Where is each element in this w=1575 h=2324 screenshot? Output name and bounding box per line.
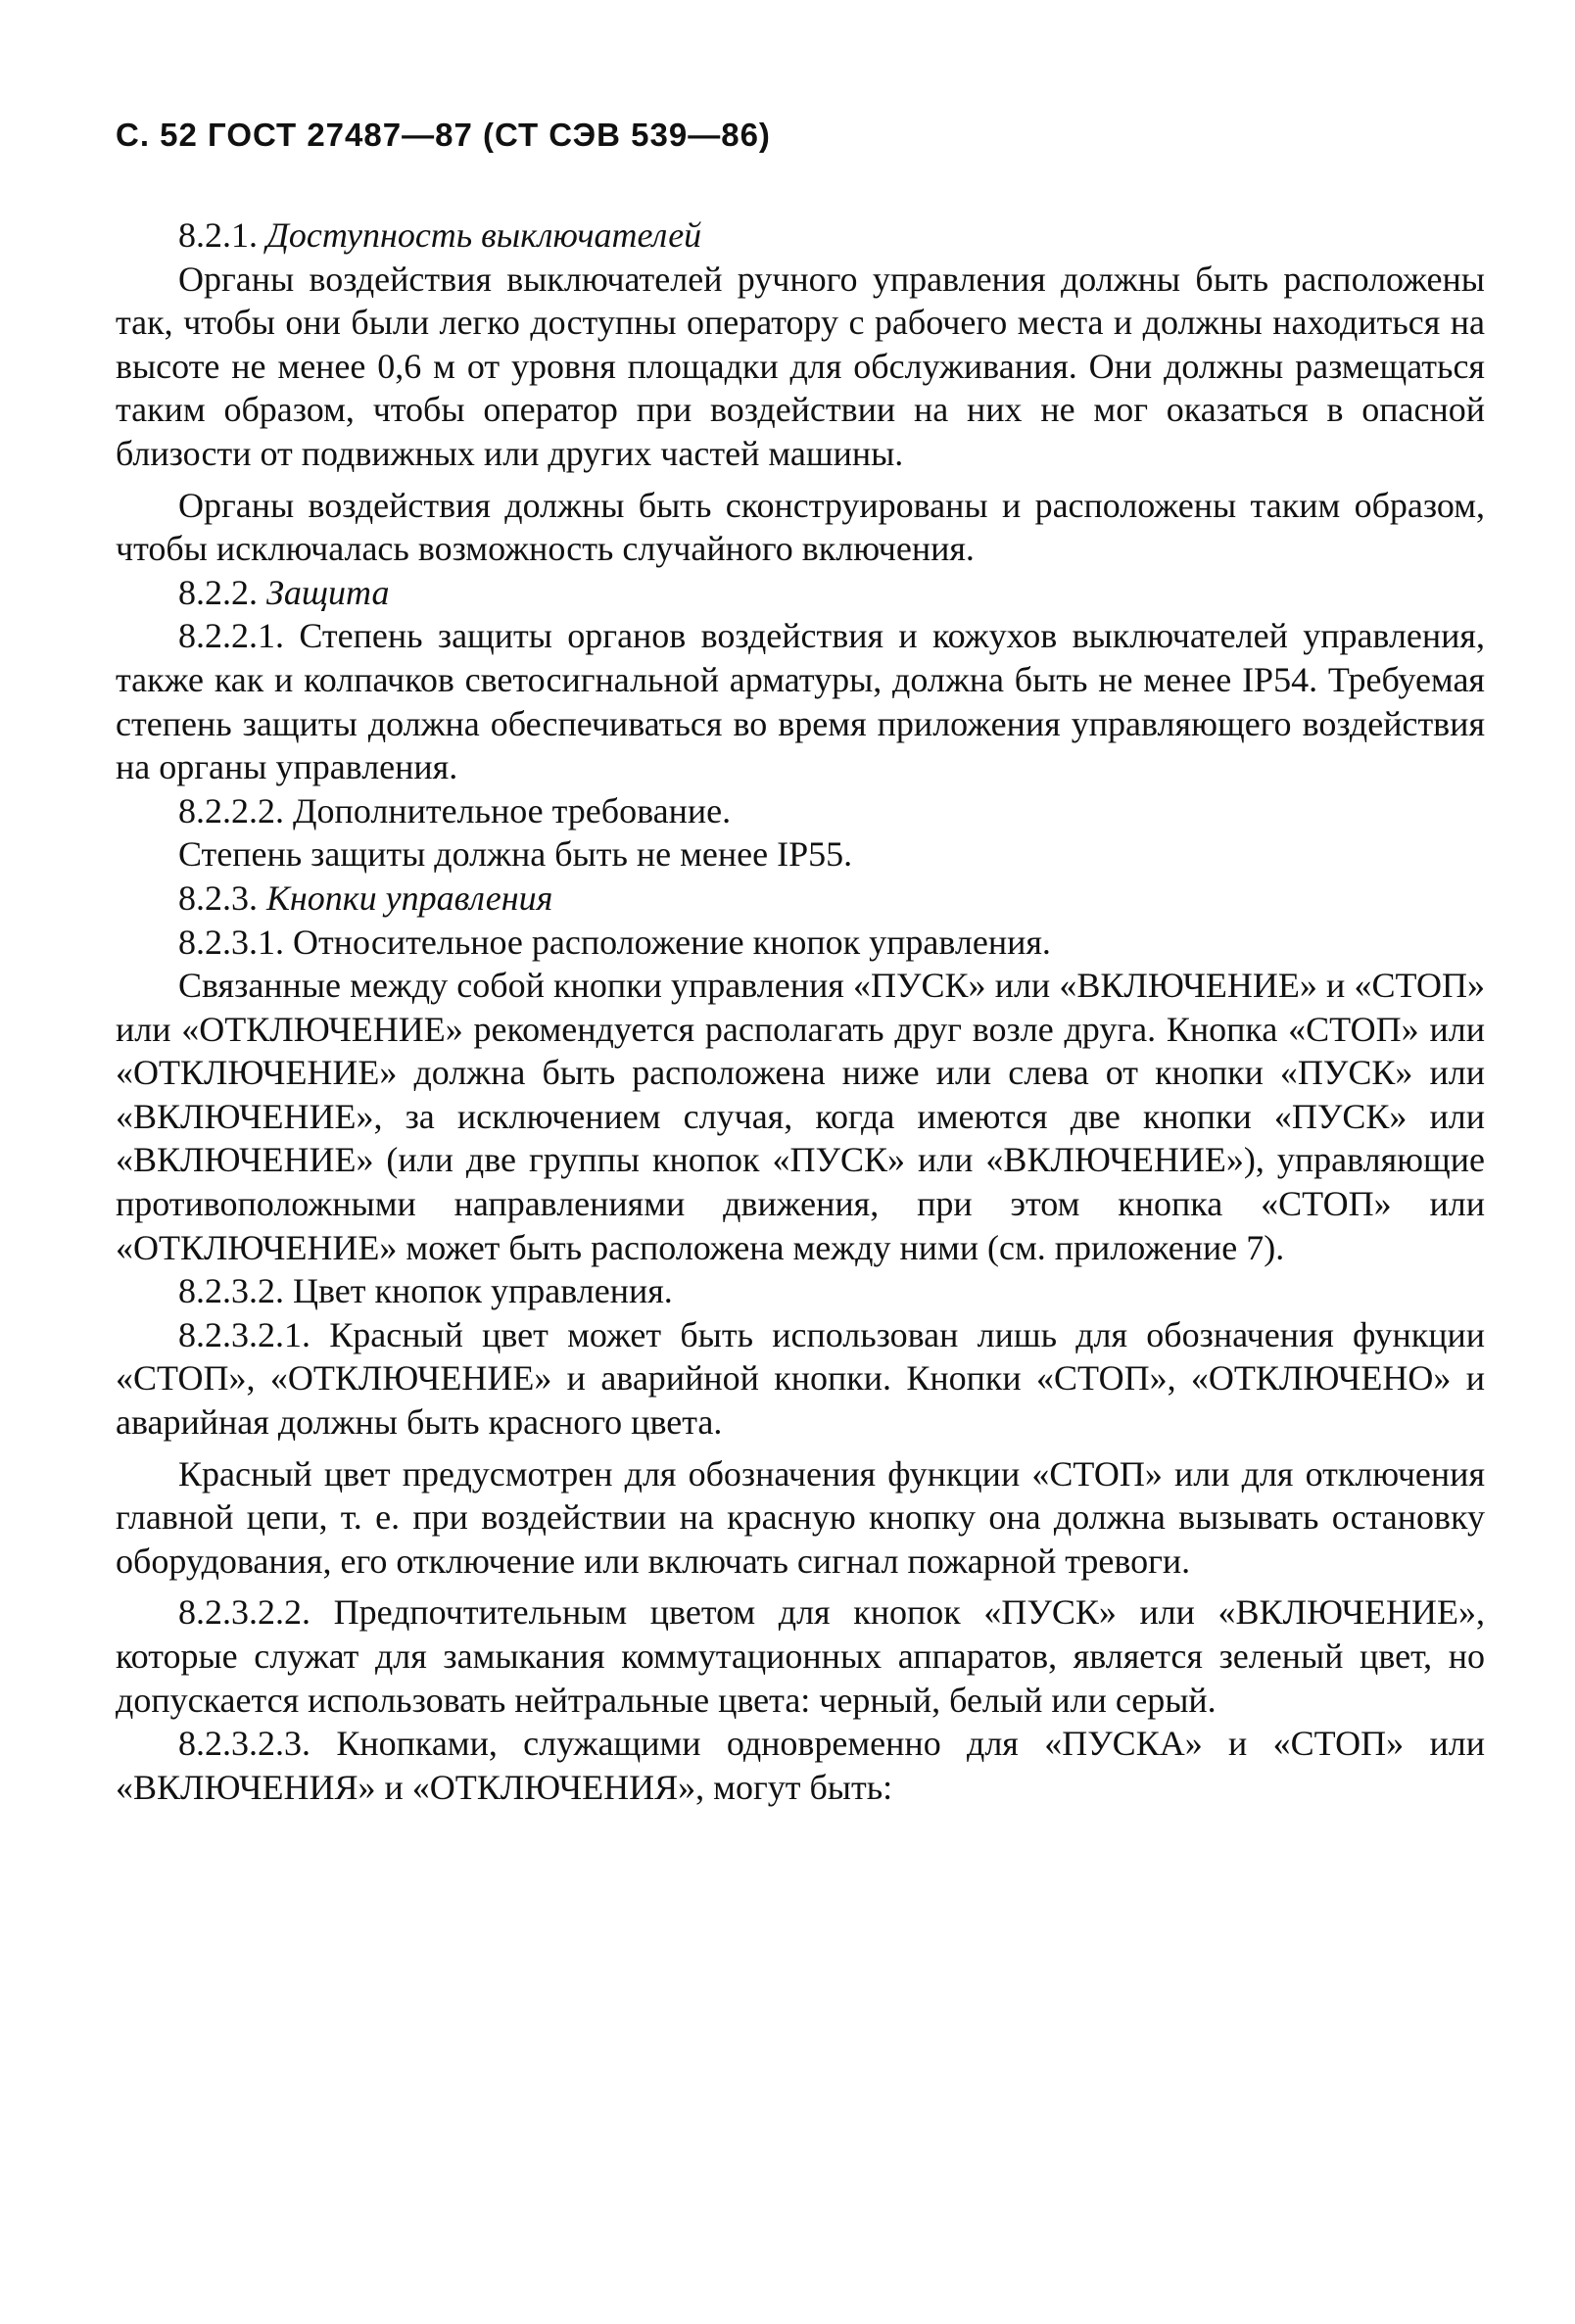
paragraph: 8.2.2.1. Степень защиты органов воздействия и кожухов выключателей управления, также как и колпачков светосигнальной арматуры, должна быть не менее IP54. Требуемая степень защиты должна обеспечиваться во время приложения управляющего воздействия на органы управления. [116,616,1485,787]
paragraph: 8.2.3.2.1. Красный цвет может быть использован лишь для обозначения функции «СТОП», «ОТКЛЮЧЕНИЕ» и аварийной кнопки. Кнопки «СТОП», «ОТКЛЮЧЕНО» и аварийная должны быть красного цвета. [116,1314,1485,1443]
paragraph: Красный цвет предусмотрен для обозначения функции «СТОП» или для отключения главной цепи, т. е. при воздействии на красную кнопку она должна вызывать остановку оборудования, его отключение или включать сигнал пожарной тревоги. [116,1453,1485,1581]
section-title: Защита [266,572,390,612]
document-body [116,213,1485,1809]
paragraph: Органы воздействия должны быть сконструированы и расположены таким образом, чтобы исключалась возможность случайного включения. [116,485,1485,569]
paragraph: Связанные между собой кнопки управления «ПУСК» или «ВКЛЮЧЕНИЕ» и «СТОП» или «ОТКЛЮЧЕНИЕ» рекомендуется располагать друг возле друга. Кнопка «СТОП» или «ОТКЛЮЧЕНИЕ» должна быть расположена ниже или слева от кнопки «ПУСК» или «ВКЛЮЧЕНИЕ», за исключением случая, когда имеются две кнопки «ПУСК» или «ВКЛЮЧЕНИЕ» (или две группы кнопок «ПУСК» или «ВКЛЮЧЕНИЕ»), управляющие противоположными направлениями движения, при этом кнопка «СТОП» или «ОТКЛЮЧЕНИЕ» может быть расположена между ними (см. приложение 7). [116,966,1485,1267]
section-number: 8.2.2. [178,572,258,612]
section-heading-8-2-2 [116,571,1485,615]
section-title: Кнопки управления [266,877,553,918]
paragraph: 8.2.3.1. Относительное расположение кнопок управления. [178,922,1051,962]
paragraph: 8.2.3.2.2. Предпочтительным цветом для кнопок «ПУСК» или «ВКЛЮЧЕНИЕ», которые служат для замыкания коммутационных аппаратов, является зеленый цвет, но допускается использовать нейтральные цвета: черный, белый или серый. [116,1592,1485,1720]
section-title: Доступность выключателей [266,215,702,255]
paragraph: 8.2.3.2. Цвет кнопок управления. [178,1271,673,1311]
section-number: 8.2.3. [178,877,258,918]
section-heading-8-2-3 [116,877,1485,921]
paragraph: 8.2.3.2.3. Кнопками, служащими одновременно для «ПУСКА» и «СТОП» или «ВКЛЮЧЕНИЯ» и «ОТКЛЮЧЕНИЯ», могут быть: [116,1724,1485,1807]
page-header: С. 52 ГОСТ 27487—87 (СТ СЭВ 539—86) [116,117,771,153]
paragraph: Органы воздействия выключателей ручного управления должны быть расположены так, чтобы они были легко доступны оператору с рабочего места и должны находиться на высоте не менее 0,6 м от уровня площадки для обслуживания. Они должны размещаться таким образом, чтобы оператор при воздействии на них не мог оказаться в опасной близости от подвижных или других частей машины. [116,259,1485,473]
section-heading-8-2-1 [116,213,1485,258]
section-number: 8.2.1. [178,215,258,255]
paragraph: Степень защиты должна быть не менее IP55. [178,834,853,875]
paragraph: 8.2.2.2. Дополнительное требование. [178,790,732,830]
